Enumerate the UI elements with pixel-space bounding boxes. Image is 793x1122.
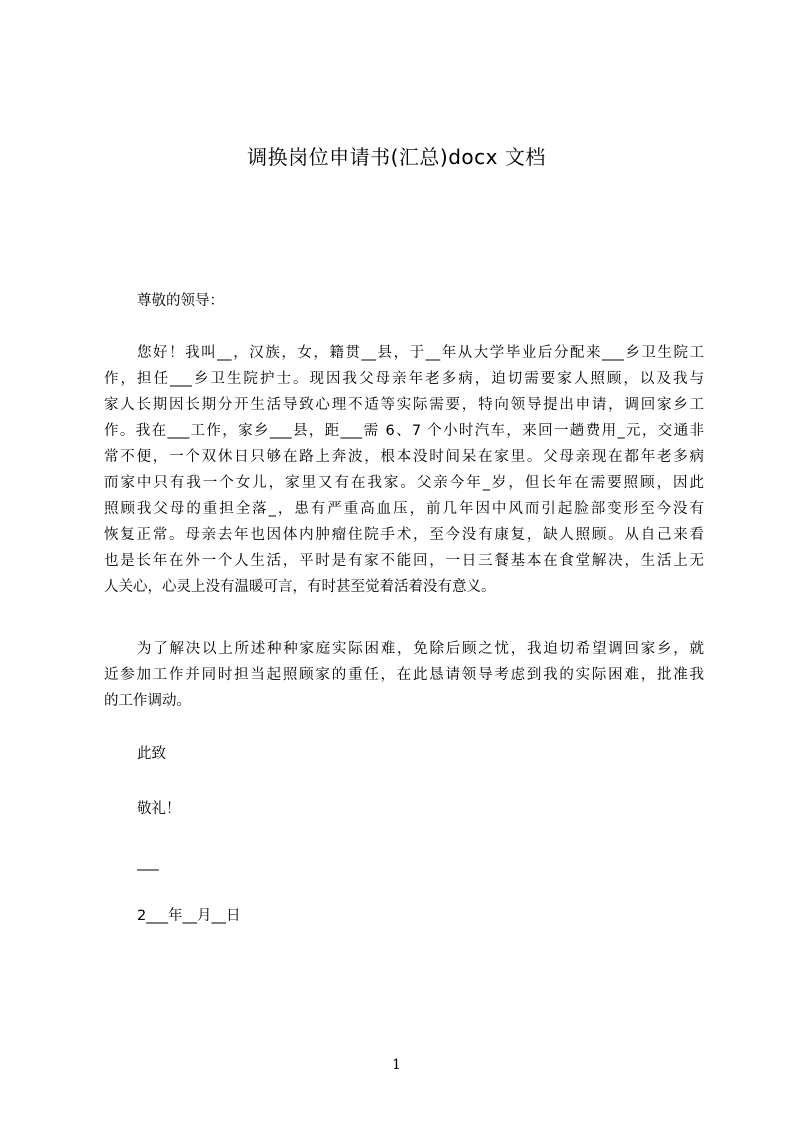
paragraph-line: 的工作调动。 — [104, 693, 191, 709]
paragraph-line: 您好！我叫__，汉族，女，籍贯__县，于__年从大学毕业后分配来___乡卫生院工 — [137, 345, 704, 361]
closing-line-2: 敬礼！ — [137, 801, 181, 817]
paragraph-line: 而家中只有我一个女儿，家里又有在我家。父亲今年_岁，但长年在需要照顾，因此 — [104, 475, 704, 491]
salutation: 尊敬的领导： — [137, 293, 224, 309]
paragraph-line: 也是长年在外一个人生活，平时是有家不能回，一日三餐基本在食堂解决，生活上无 — [104, 553, 704, 569]
paragraph-line: 近参加工作并同时担当起照顾家的重任，在此恳请领导考虑到我的实际困难，批准我 — [104, 667, 704, 683]
paragraph-line: 恢复正常。母亲去年也因体内肿瘤住院手术，至今没有康复，缺人照顾。从自己来看 — [104, 527, 704, 543]
paragraph-line: 家人长期因长期分开生活导致心理不适等实际需要，特向领导提出申请，调回家乡工 — [104, 397, 704, 413]
paragraph-line: 作。我在___工作，家乡___县，距___需 6、7 个小时汽车，来回一趟费用_元，交通非 — [104, 423, 704, 439]
paragraph-line: 作，担任___乡卫生院护士。现因我父母亲年老多病，迫切需要家人照顾，以及我与 — [104, 371, 704, 387]
paragraph-line: 为了解决以上所述种种家庭实际困难，免除后顾之忧，我迫切希望调回家乡，就 — [137, 641, 704, 657]
signature-blank: ___ — [137, 855, 159, 871]
page-number: 1 — [392, 1057, 401, 1073]
date-line: 2___年__月__日 — [137, 908, 241, 924]
closing-line-1: 此致 — [137, 746, 166, 762]
paragraph-line: 常不便，一个双休日只够在路上奔波，根本没时间呆在家里。父母亲现在都年老多病 — [104, 449, 704, 465]
paragraph-line: 照顾我父母的重担全落_，患有严重高血压，前几年因中风而引起脸部变形至今没有 — [104, 501, 704, 517]
paragraph-line: 人关心，心灵上没有温暖可言，有时甚至觉着活着没有意义。 — [104, 579, 496, 595]
document-title: 调换岗位申请书(汇总)docx 文档 — [247, 145, 546, 169]
